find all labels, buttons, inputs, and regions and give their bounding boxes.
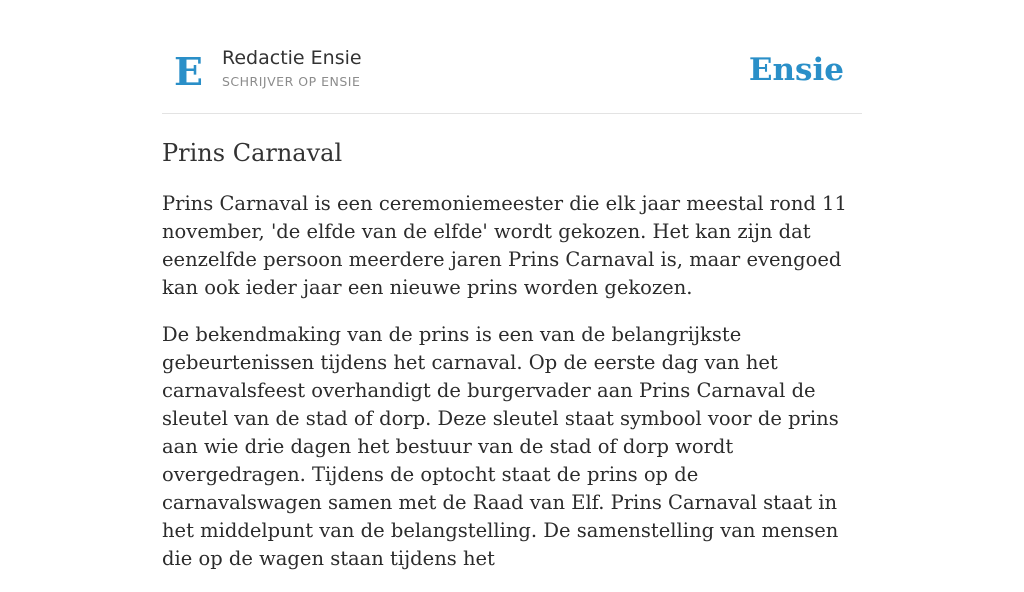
author-header <box>162 0 862 114</box>
article-paragraph: Prins Carnaval is een ceremoniemeester die elk jaar meestal rond 11 november, 'de elfde van de elfde' wordt gekozen. Het kan zijn dat eenzelfde persoon meerdere jaren Prins Carnaval is, maar evengoed kan ook ieder jaar een nieuwe prins worden gekozen. <box>162 192 847 299</box>
article-paragraph: De bekendmaking van de prins is een van de belangrijkste gebeurtenissen tijdens het carnaval. Op de eerste dag van het carnavalsfeest overhandigt de burgervader aan Prins Carnaval de sleutel van de stad of dorp. Deze sleutel staat symbool voor de prins aan wie drie dagen het bestuur van de stad of dorp wordt overgedragen. Tijdens de optocht staat de prins op de carnavalswagen samen met de Raad van Elf. Prins Carnaval staat in het middelpunt van de belangstelling. De samenstelling van mensen die op de wagen staan tijdens het <box>162 323 839 570</box>
author-role: SCHRIJVER OP ENSIE <box>222 74 361 89</box>
article-body <box>162 190 864 592</box>
brand-logo[interactable]: Ensie <box>748 52 844 88</box>
article-page <box>162 0 862 570</box>
author-name[interactable]: Redactie Ensie <box>222 47 362 69</box>
article-title: Prins Carnaval <box>162 139 343 167</box>
author-avatar[interactable]: E <box>174 49 203 94</box>
